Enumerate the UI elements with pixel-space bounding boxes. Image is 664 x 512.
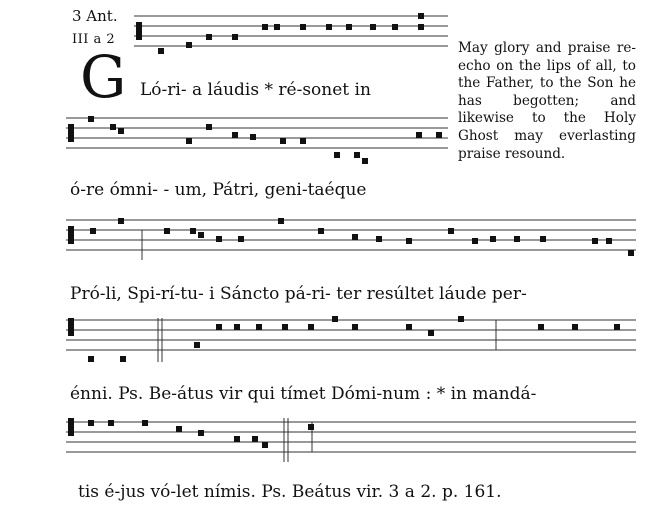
c-clef bbox=[68, 318, 74, 336]
c-clef bbox=[136, 22, 142, 40]
lyric-line-5: tis é-jus vó-let nímis. Ps. Beátus vir. 3 a 2. p. 161. bbox=[78, 482, 502, 502]
staff-3 bbox=[66, 210, 636, 270]
c-clef bbox=[68, 124, 74, 142]
initial-letter: G bbox=[80, 43, 127, 111]
c-clef bbox=[68, 226, 74, 244]
c-clef bbox=[68, 418, 74, 436]
staff-5 bbox=[66, 414, 636, 466]
staff-2 bbox=[66, 110, 448, 168]
lyric-line-2: ó-re ómni- - um, Pátri, geni-taéque bbox=[70, 180, 367, 200]
antiphon-number-label: 3 Ant. bbox=[72, 7, 118, 25]
lyric-line-1: Ló-ri- a láudis * ré-sonet in bbox=[140, 80, 371, 100]
translation-text: May glory and praise re-echo on the lips of all, to the Father, to the Son he has begotten; and likewise to the Holy Ghost may everlasting praise resound. bbox=[458, 40, 636, 162]
staff-1 bbox=[134, 10, 448, 60]
lyric-line-4: énni. Ps. Be-átus vir qui tímet Dómi-num : * in mandá- bbox=[70, 384, 537, 404]
staff-4 bbox=[66, 312, 636, 370]
antiphon-mode-label: III a 2 bbox=[72, 32, 116, 47]
lyric-line-3: Pró-li, Spi-rí-tu- i Sáncto pá-ri- ter resúltet láude per- bbox=[70, 284, 527, 304]
